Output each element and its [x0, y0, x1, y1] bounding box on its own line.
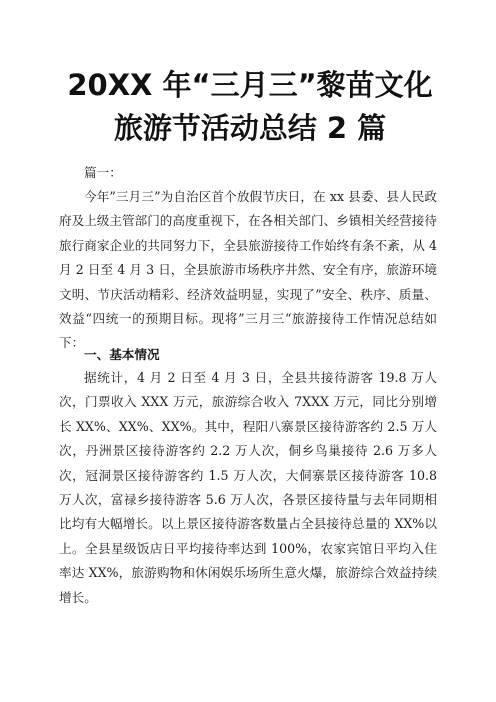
part-label: 篇一：	[84, 165, 122, 180]
document-title-line-1: 20XX 年“三月三”黎苗文化	[67, 68, 433, 102]
section-heading-basic-info: 一、基本情况	[84, 347, 160, 362]
paragraph-statistics: 据统计，4 月 2 日至 4 月 3 日，全县共接待游客 19.8 万人次，门票收入 XXX 万元，旅游综合收入 7XXX 万元，同比分别增长 XX%、XX%、XX%。其中，程阳八寨景区接待游客约 2.5 万人次，丹洲景区接待游客约 2.2 万人次，侗乡鸟巢接待 2.6 万多人次，冠洞景区接待游客约 1.5 万人次，大侗寨景区接待游客 10.8 万人次，富禄乡接待游客 5.6 万人次，各景区接待量与去年同期相比均有大幅增长。以上景区接待游客数量占全县接待总量的 XX%以上。全县星级饭店日平均接待率达到 100%，农家宾馆日平均入住率达 XX%，旅游购物和休闲娱乐场所生意火爆，旅游综合效益持续增长。	[59, 370, 437, 605]
paragraph-intro: 今年”三月三”为自治区首个放假节庆日，在 xx 县委、县人民政府及上级主管部门的高度重视下，在各相关部门、乡镇相关经营接待旅行商家企业的共同努力下，全县旅游接待工作始终有条不紊，从 4 月 2 日至 4 月 3 日，全县旅游市场秩序井然、安全有序，旅游环境文明、节庆活动精彩、经济效益明显，实现了”安全、秩序、质量、效益“四统一的预期目标。现将”三月三“旅游接待工作情况总结如下：	[59, 189, 437, 351]
document-title-line-2: 旅游节活动总结 2 篇	[113, 111, 387, 145]
